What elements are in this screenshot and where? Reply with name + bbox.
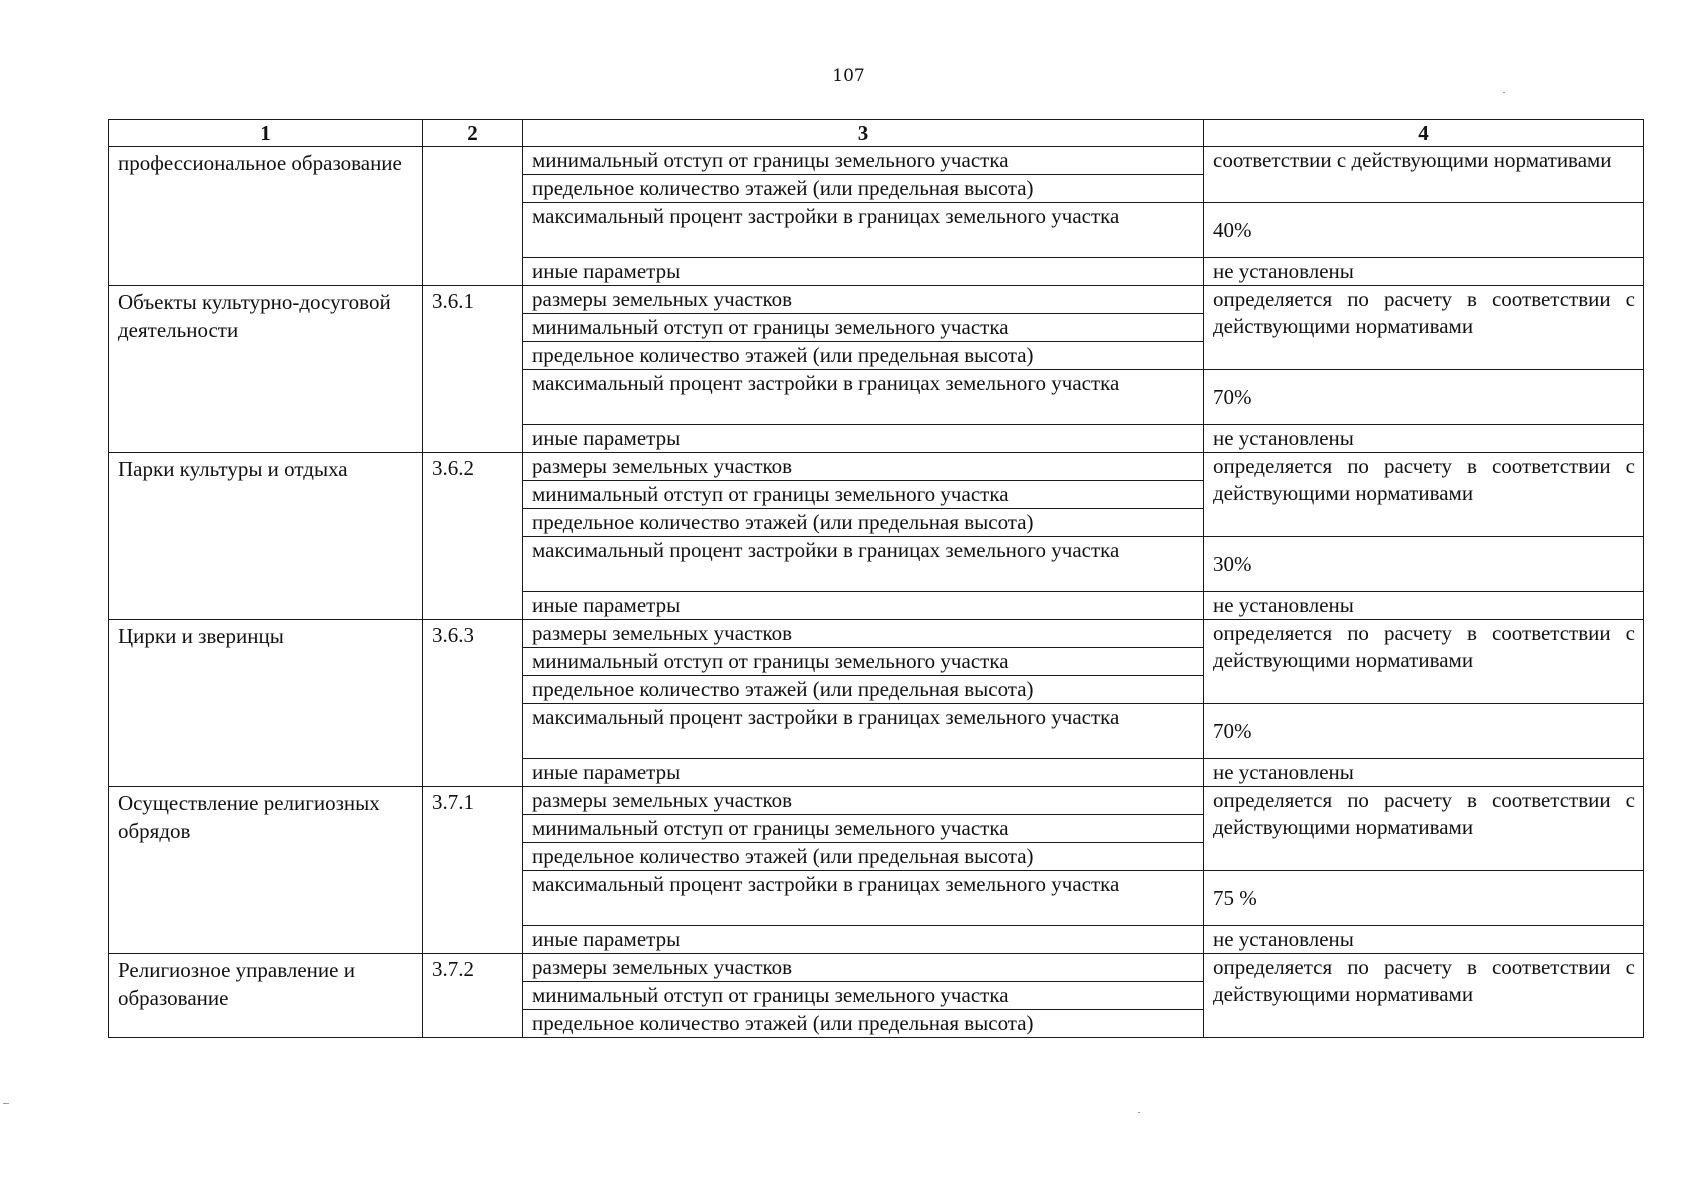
land-use-code: 3.6.3 bbox=[423, 620, 523, 787]
parameter-label: минимальный отступ от границы земельного участка bbox=[523, 982, 1204, 1010]
parameter-value-other: не установлены bbox=[1204, 258, 1644, 286]
land-use-parameters-table bbox=[108, 119, 1644, 1038]
column-header-1: 1 bbox=[109, 120, 423, 147]
land-use-code: 3.6.2 bbox=[423, 453, 523, 620]
table-row bbox=[109, 787, 1644, 815]
parameter-label: предельное количество этажей (или предельная высота) bbox=[523, 175, 1204, 203]
scan-speck bbox=[1138, 1112, 1140, 1113]
scan-speck bbox=[3, 1103, 9, 1104]
land-use-name: профессиональное образование bbox=[109, 147, 423, 286]
parameter-value-other: не установлены bbox=[1204, 759, 1644, 787]
land-use-name: Объекты культурно-досуговой деятельности bbox=[109, 286, 423, 453]
land-use-name: Религиозное управление и образование bbox=[109, 954, 423, 1038]
land-use-name: Парки культуры и отдыха bbox=[109, 453, 423, 620]
parameter-label: максимальный процент застройки в границах земельного участка bbox=[523, 203, 1204, 258]
parameter-label: иные параметры bbox=[523, 258, 1204, 286]
table-row bbox=[109, 954, 1644, 982]
parameter-label: иные параметры bbox=[523, 425, 1204, 453]
land-use-code bbox=[423, 147, 523, 286]
parameter-label: размеры земельных участков bbox=[523, 286, 1204, 314]
parameter-label: размеры земельных участков bbox=[523, 954, 1204, 982]
land-use-code: 3.6.1 bbox=[423, 286, 523, 453]
parameter-value-percent: 40% bbox=[1204, 203, 1644, 258]
parameter-label: иные параметры bbox=[523, 592, 1204, 620]
parameter-value-norms: определяется по расчету в соответствии с действующими нормативами bbox=[1204, 620, 1644, 704]
parameter-label: предельное количество этажей (или предельная высота) bbox=[523, 342, 1204, 370]
parameter-label: иные параметры bbox=[523, 759, 1204, 787]
parameter-value-other: не установлены bbox=[1204, 926, 1644, 954]
column-header-2: 2 bbox=[423, 120, 523, 147]
page-number: 107 bbox=[832, 66, 865, 86]
parameter-label: минимальный отступ от границы земельного участка bbox=[523, 314, 1204, 342]
table-header-row bbox=[109, 120, 1644, 147]
parameter-label: предельное количество этажей (или предельная высота) bbox=[523, 1010, 1204, 1038]
parameter-value-other: не установлены bbox=[1204, 592, 1644, 620]
parameter-label: максимальный процент застройки в границах земельного участка bbox=[523, 704, 1204, 759]
parameter-label: минимальный отступ от границы земельного участка bbox=[523, 648, 1204, 676]
parameter-value-percent: 30% bbox=[1204, 537, 1644, 592]
parameter-label: максимальный процент застройки в границах земельного участка bbox=[523, 871, 1204, 926]
parameter-label: иные параметры bbox=[523, 926, 1204, 954]
column-header-4: 4 bbox=[1204, 120, 1644, 147]
table-row bbox=[109, 147, 1644, 175]
parameter-value-percent: 70% bbox=[1204, 704, 1644, 759]
parameter-value-other: не установлены bbox=[1204, 425, 1644, 453]
parameter-label: минимальный отступ от границы земельного участка bbox=[523, 815, 1204, 843]
parameter-label: размеры земельных участков bbox=[523, 787, 1204, 815]
table-row bbox=[109, 286, 1644, 314]
parameter-label: минимальный отступ от границы земельного участка bbox=[523, 147, 1204, 175]
land-use-code: 3.7.2 bbox=[423, 954, 523, 1038]
parameter-value-percent: 75 % bbox=[1204, 871, 1644, 926]
parameter-label: размеры земельных участков bbox=[523, 453, 1204, 481]
scan-speck bbox=[1503, 92, 1505, 93]
parameter-label: максимальный процент застройки в границах земельного участка bbox=[523, 370, 1204, 425]
parameter-label: предельное количество этажей (или предельная высота) bbox=[523, 676, 1204, 704]
parameter-value-norms: определяется по расчету в соответствии с действующими нормативами bbox=[1204, 453, 1644, 537]
parameter-value-norms: определяется по расчету в соответствии с действующими нормативами bbox=[1204, 787, 1644, 871]
parameter-label: минимальный отступ от границы земельного участка bbox=[523, 481, 1204, 509]
parameter-label: размеры земельных участков bbox=[523, 620, 1204, 648]
parameter-value-norms: определяется по расчету в соответствии с действующими нормативами bbox=[1204, 286, 1644, 370]
land-use-name: Осуществление религиозных обрядов bbox=[109, 787, 423, 954]
column-header-3: 3 bbox=[523, 120, 1204, 147]
parameter-label: предельное количество этажей (или предельная высота) bbox=[523, 509, 1204, 537]
parameter-value-norms: соответствии с действующими нормативами bbox=[1204, 147, 1644, 203]
table-row bbox=[109, 620, 1644, 648]
table-row bbox=[109, 453, 1644, 481]
parameter-label: максимальный процент застройки в границах земельного участка bbox=[523, 537, 1204, 592]
parameter-label: предельное количество этажей (или предельная высота) bbox=[523, 843, 1204, 871]
land-use-code: 3.7.1 bbox=[423, 787, 523, 954]
parameter-value-norms: определяется по расчету в соответствии с действующими нормативами bbox=[1204, 954, 1644, 1038]
parameter-value-percent: 70% bbox=[1204, 370, 1644, 425]
land-use-name: Цирки и зверинцы bbox=[109, 620, 423, 787]
